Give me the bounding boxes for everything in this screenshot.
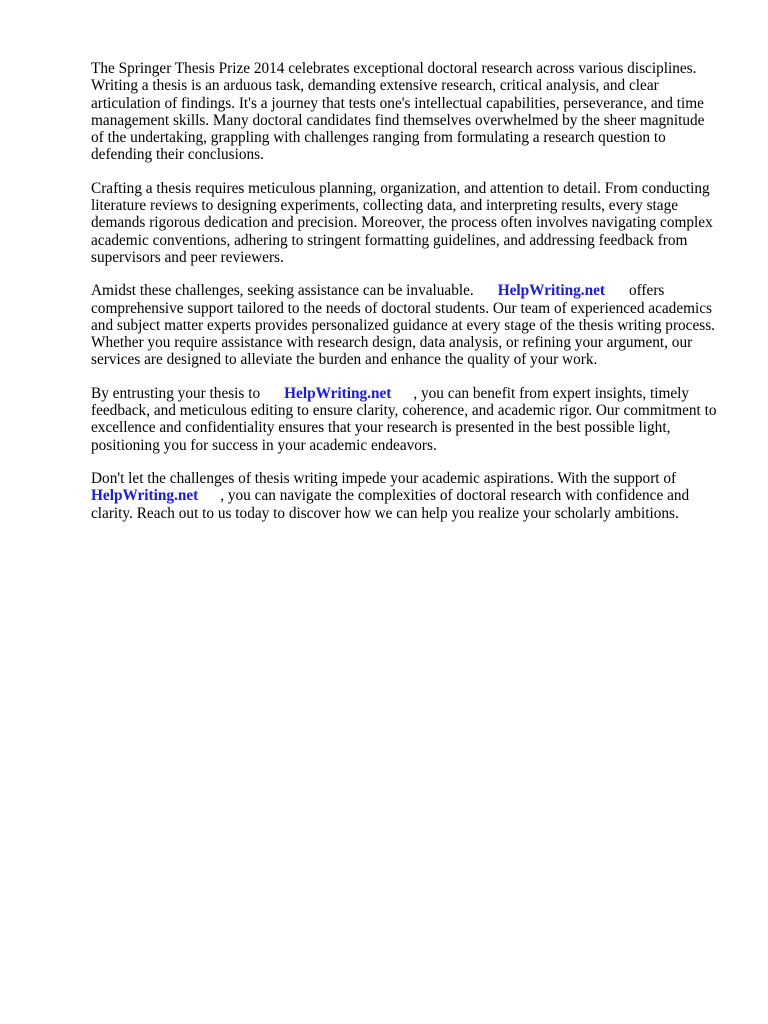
- helpwriting-link-3[interactable]: HelpWriting.net: [91, 487, 199, 505]
- paragraph-entrusting-text-before: By entrusting your thesis to: [91, 384, 261, 402]
- paragraph-crafting-text: Crafting a thesis requires meticulous planning, organization, and attention to detail. From conducting literature reviews to designing experiments, collecting data, and interpreting results, every stage demands rigorous dedication and precision. Moreover, the process often involves navigating complex academic conventions, adhering to stringent formatting guidelines, and addressing feedback from supervisors and peer reviewers.: [91, 179, 713, 266]
- paragraph-closing-text-before: Don't let the challenges of thesis writing impede your academic aspirations. With the support of: [91, 469, 677, 487]
- helpwriting-link-1[interactable]: HelpWriting.net: [497, 282, 605, 300]
- paragraph-intro: [91, 60, 720, 164]
- paragraph-entrusting: [91, 385, 720, 454]
- paragraph-assistance-text-after: offers comprehensive support tailored to the needs of doctoral students. Our team of experienced academics and subject matter experts provides personalized guidance at every stage of the thesis writing process. Whether you require assistance with research design, data analysis, or refining your argument, our services are designed to alleviate the burden and enhance the quality of your work.: [91, 282, 715, 369]
- helpwriting-link-2[interactable]: HelpWriting.net: [284, 384, 392, 402]
- paragraph-crafting: [91, 180, 720, 266]
- paragraph-entrusting-text-after: , you can benefit from expert insights, timely feedback, and meticulous editing to ensure clarity, coherence, and academic rigor. Our commitment to excellence and confidentiality ensures that your research is presented in the best possible light, positioning you for success in your academic endeavors.: [91, 384, 717, 454]
- paragraph-closing-text-after: , you can navigate the complexities of doctoral research with confidence and clarity. Reach out to us today to discover how we can help you realize your scholarly ambitions.: [91, 487, 690, 522]
- paragraph-intro-text: The Springer Thesis Prize 2014 celebrates exceptional doctoral research across various disciplines. Writing a thesis is an arduous task, demanding extensive research, critical analysis, and clear articulation of findings. It's a journey that tests one's intellectual capabilities, perseverance, and time management skills. Many doctoral candidates find themselves overwhelmed by the sheer magnitude of the undertaking, grappling with challenges ranging from formulating a research question to defending their conclusions.: [91, 60, 705, 164]
- paragraph-closing: [91, 470, 720, 522]
- paragraph-assistance: [91, 282, 720, 368]
- paragraph-assistance-text-before: Amidst these challenges, seeking assistance can be invaluable.: [91, 282, 474, 300]
